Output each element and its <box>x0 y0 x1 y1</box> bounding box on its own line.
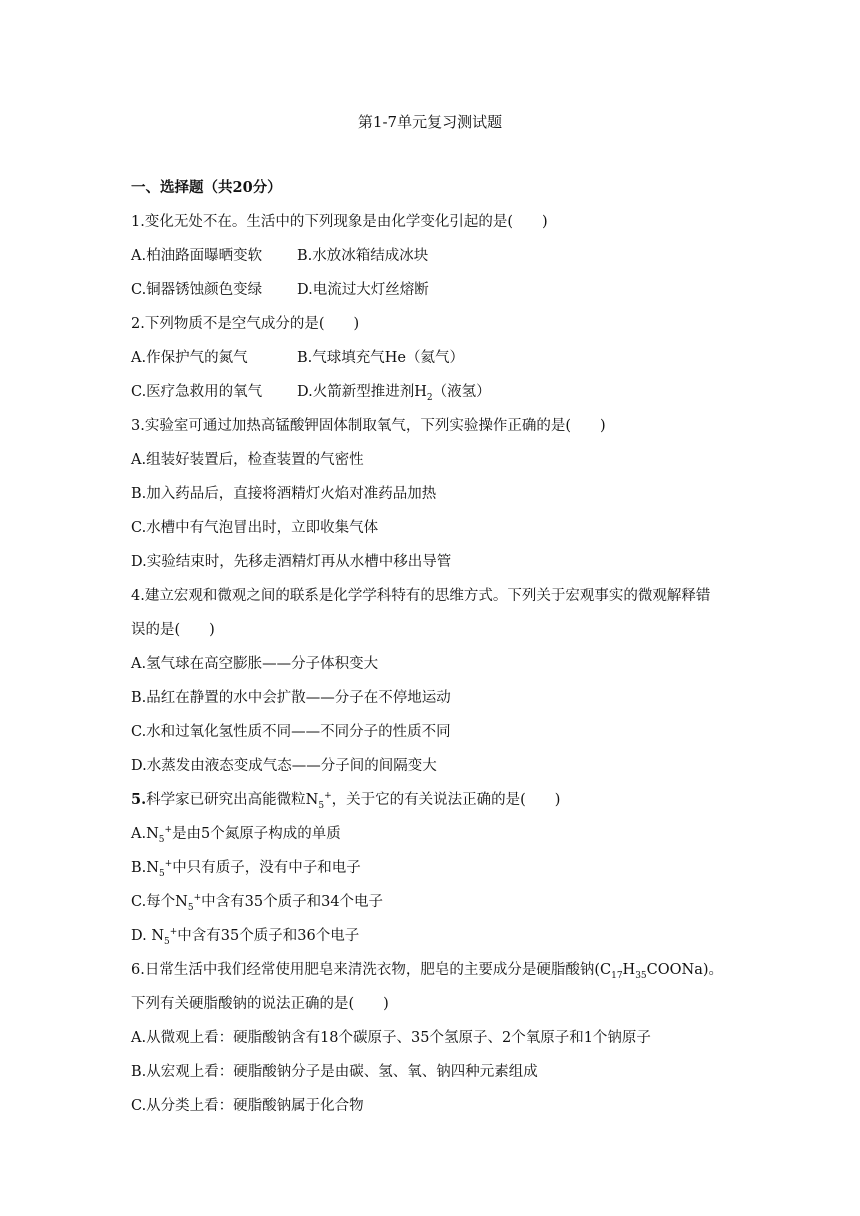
subscript: 5 <box>158 868 165 879</box>
option-c: C.铜器锈蚀颜色变绿 <box>131 282 263 298</box>
subscript: 5 <box>158 834 165 845</box>
option-d <box>297 384 491 403</box>
superscript: + <box>164 825 173 836</box>
option-d: D.水蒸发由液态变成气态——分子间的间隔变大 <box>131 758 437 774</box>
option-b <box>131 858 361 878</box>
subscript: 5 <box>164 936 170 947</box>
superscript: + <box>193 893 202 904</box>
option-a: A.氢气球在高空膨胀——分子体积变大 <box>131 656 379 672</box>
question-4-stem-line-1: 4.建立宏观和微观之间的联系是化学学科特有的思维方式。下列关于宏观事实的微观解释错 <box>131 588 711 604</box>
option-b-text: 中只有质子，没有中子和电子 <box>172 860 361 876</box>
option-a: A.从微观上看：硬脂酸钠含有18个碳原子、35个氢原子、2个氧原子和1个钠原子 <box>131 1030 651 1046</box>
section-heading: 一、选择题（共20分） <box>131 179 282 196</box>
option-b: B.气球填充气He（氦气） <box>297 350 464 366</box>
option-d-text: D.火箭新型推进剂H <box>297 384 427 400</box>
question-5-stem <box>131 790 560 810</box>
option-c-text: 中含有35个质子和34个电子 <box>201 894 384 910</box>
question-number: 5. <box>131 791 147 808</box>
option-b: B.加入药品后，直接将酒精灯火焰对准药品加热 <box>131 486 437 502</box>
option-a-prefix: A.N <box>131 826 159 842</box>
subscript: 35 <box>635 970 647 981</box>
question-6-stem-line-2: 下列有关硬脂酸钠的说法正确的是( ) <box>131 996 389 1012</box>
option-c <box>131 892 383 912</box>
option-d: D.实验结束时，先移走酒精灯再从水槽中移出导管 <box>131 554 452 570</box>
option-d-prefix: D. N <box>131 928 165 944</box>
stem-suffix: ，关于它的有关说法正确的是( ) <box>331 792 561 808</box>
option-b: B.水放冰箱结成冰块 <box>297 248 429 264</box>
subscript: 2 <box>426 392 433 403</box>
option-c: C.医疗急救用的氧气 <box>131 384 263 400</box>
subscript: 17 <box>611 970 623 981</box>
subscript: 5 <box>187 902 194 913</box>
question-2-stem: 2.下列物质不是空气成分的是( ) <box>131 316 360 332</box>
superscript: + <box>324 791 332 802</box>
superscript: + <box>169 927 178 938</box>
option-d-suffix: （液氢） <box>432 384 491 400</box>
stem-text: 6.日常生活中我们经常使用肥皂来清洗衣物，肥皂的主要成分是硬脂酸钠(C <box>131 962 612 978</box>
question-1-options-row-2 <box>131 280 429 300</box>
question-4-stem-line-2: 误的是( ) <box>131 622 215 638</box>
option-a: A.组装好装置后，检查装置的气密性 <box>131 452 364 468</box>
question-2-options-row-1 <box>131 348 464 368</box>
question-1-options-row-1 <box>131 246 428 266</box>
question-3-stem: 3.实验室可通过加热高锰酸钾固体制取氧气，下列实验操作正确的是( ) <box>131 418 606 434</box>
option-c: C.从分类上看：硬脂酸钠属于化合物 <box>131 1098 364 1114</box>
option-a <box>131 824 341 844</box>
option-c-prefix: C.每个N <box>131 894 188 910</box>
option-a: A.作保护气的氮气 <box>131 350 248 366</box>
option-b-prefix: B.N <box>131 860 159 876</box>
option-d-text: 中含有35个质子和36个电子 <box>177 928 360 944</box>
question-2-options-row-2 <box>131 382 491 402</box>
formula-h: H <box>622 962 636 978</box>
option-d <box>131 926 359 946</box>
option-a-text: 是由5个氮原子构成的单质 <box>172 826 341 842</box>
stem-suffix: COONa)。 <box>646 962 724 978</box>
page-title: 第1-7单元复习测试题 <box>357 113 503 131</box>
option-c: C.水和过氧化氢性质不同——不同分子的性质不同 <box>131 724 451 740</box>
option-b: B.从宏观上看：硬脂酸钠分子是由碳、氢、氧、钠四种元素组成 <box>131 1064 538 1080</box>
option-a: A.柏油路面曝晒变软 <box>131 248 263 264</box>
question-1-stem: 1.变化无处不在。生活中的下列现象是由化学变化引起的是( ) <box>131 214 548 230</box>
option-c: C.水槽中有气泡冒出时，立即收集气体 <box>131 520 379 536</box>
superscript: + <box>164 859 173 870</box>
stem-text: 科学家已研究出高能微粒N <box>146 792 319 808</box>
subscript: 5 <box>318 800 325 811</box>
option-d: D.电流过大灯丝熔断 <box>297 282 429 298</box>
question-6-stem-line-1 <box>131 960 723 980</box>
option-b: B.品红在静置的水中会扩散——分子在不停地运动 <box>131 690 451 706</box>
